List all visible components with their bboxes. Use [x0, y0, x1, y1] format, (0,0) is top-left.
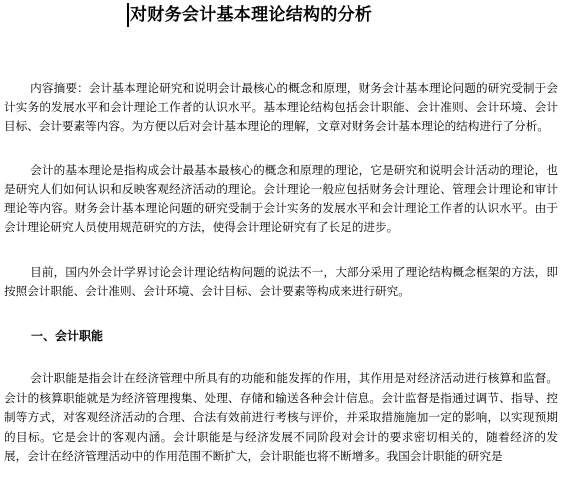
section-text: 会计职能是指会计在经济管理中所具有的功能和能发挥的作用，其作用是对经济活动进行核算和监督。会计的核算职能就是为经济管理搜集、处理、存储和输送各种会计信息。会计监督是指通过调节、指导、控制等方式，对客观经济活动的合理、合法有效前进行考核与评价，并采取措施施加一定的影响，以实现预期的目标。它是会计的客观内涵。会计职能是与经济发展不同阶段对会计的要求密切相关的，随着经济的发展，会计在经济管理活动中的作用范围不断扩大，会计职能也将不断增多。我国会计职能的研究是: [4, 371, 558, 464]
intro-paragraph: [4, 161, 558, 237]
abstract-paragraph: [4, 79, 558, 136]
overview-paragraph: [4, 263, 558, 301]
intro-text: 会计的基本理论是指构成会计最基本最核心的概念和原理的理论，它是研究和说明会计活动的理论，也是研究人们如何认识和反映客观经济活动的理论。会计理论一般应包括财务会计理论、管理会计理论和审计理论等内容。财务会计基本理论问题的研究受制于会计实务的发展水平和会计理论工作者的认识水平。由于会计理论研究人员使用规范研究的方法，使得会计理论研究有了长足的进步。: [4, 163, 558, 234]
abstract-text: 内容摘要：会计基本理论研究和说明会计最核心的概念和原理，财务会计基本理论问题的研究受制于会计实务的发展水平和会计理论工作者的认识水平。基本理论结构包括会计职能、会计准则、会计环境、会计目标、会计要素等内容。为方便以后对会计基本理论的理解，文章对财务会计基本理论的结构进行了分析。: [4, 81, 558, 133]
overview-text: 目前，国内外会计学界讨论会计理论结构问题的说法不一，大部分采用了理论结构概念框架的方法，即按照会计职能、会计准则、会计环境、会计目标、会计要素等构成来进行研究。: [4, 265, 558, 298]
section-heading: 一、会计职能: [31, 329, 104, 343]
text-cursor: [127, 3, 129, 27]
document-title: 对财务会计基本理论结构的分析: [130, 5, 373, 25]
section-paragraph: [4, 369, 558, 467]
